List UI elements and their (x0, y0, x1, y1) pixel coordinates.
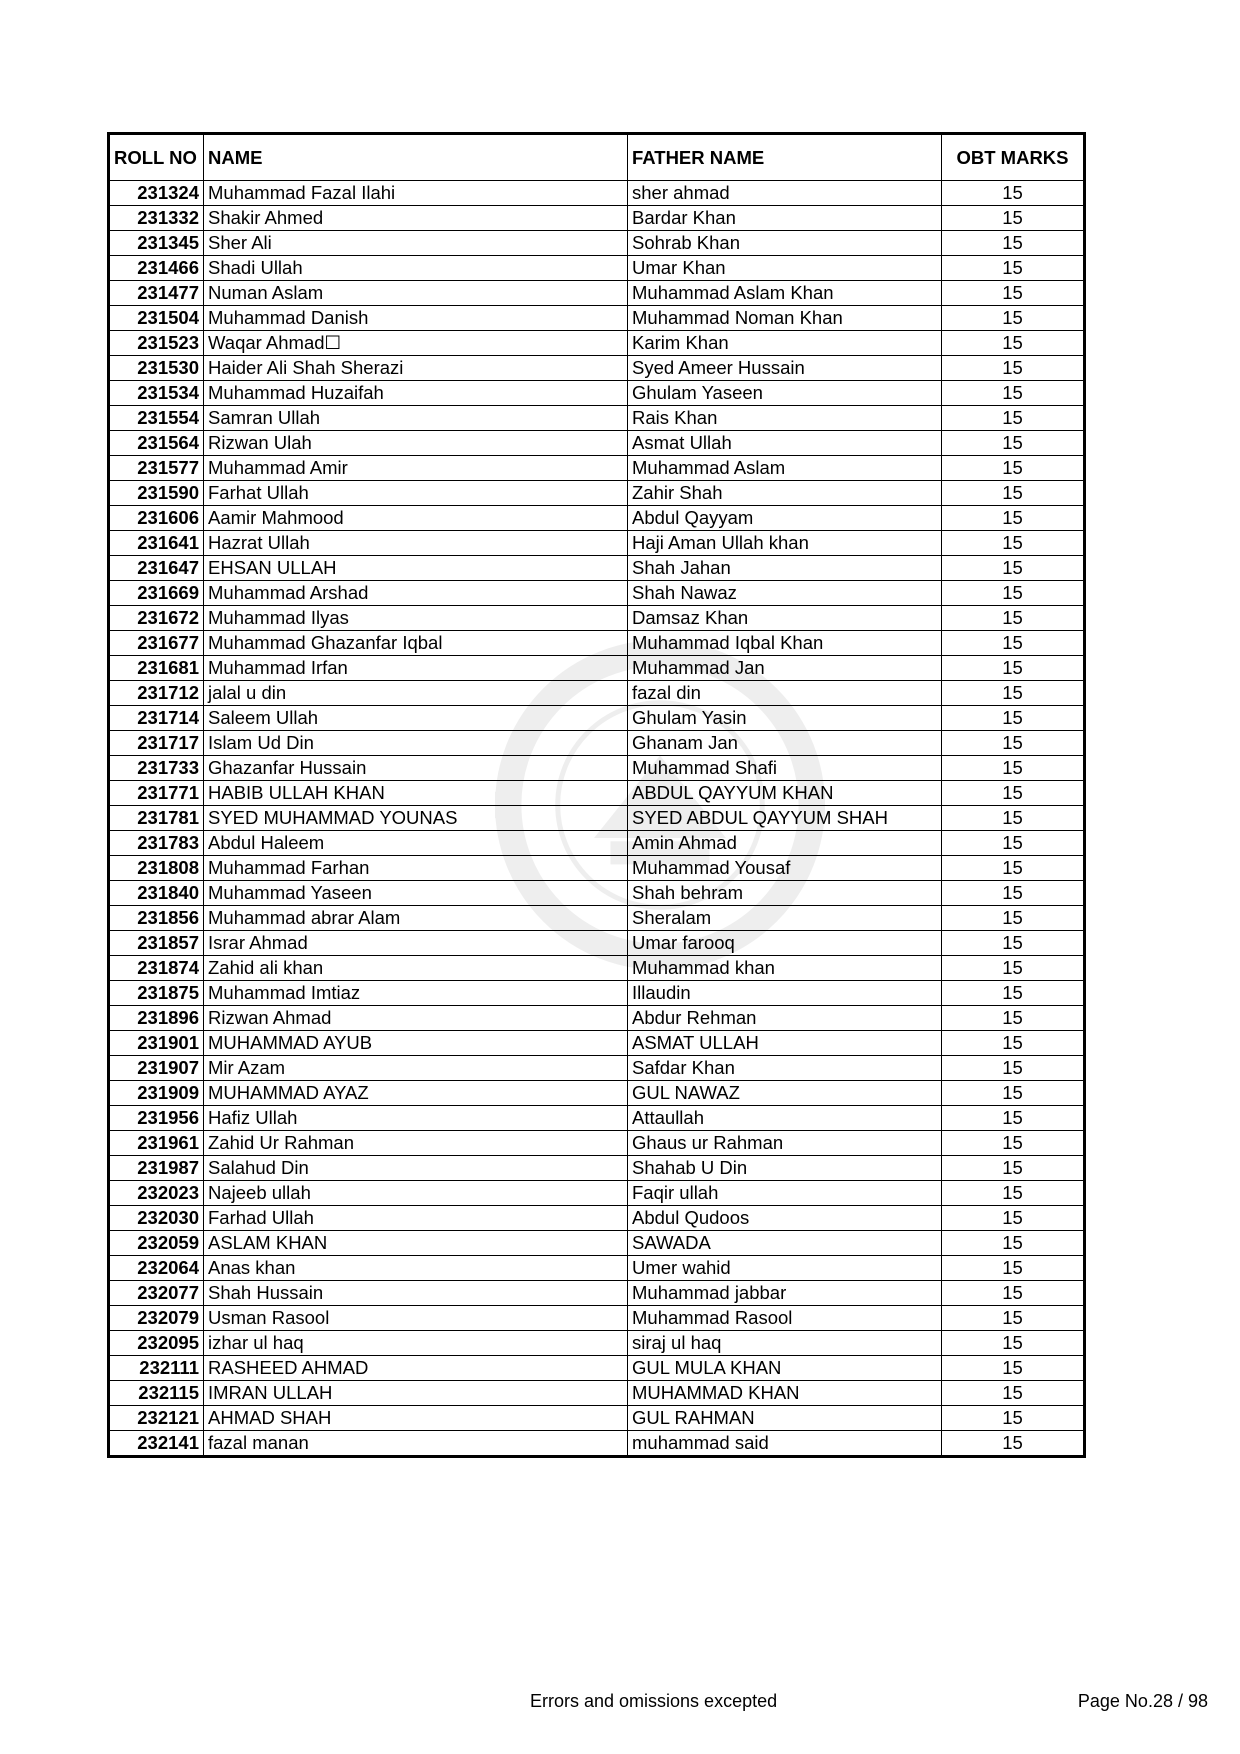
table-row (109, 256, 1085, 281)
table-row (109, 456, 1085, 481)
obt-marks-cell: 15 (942, 1206, 1085, 1231)
father-name-cell: Bardar Khan (628, 206, 942, 231)
roll-no-cell: 232077 (109, 1281, 204, 1306)
obt-marks-cell: 15 (942, 831, 1085, 856)
father-name-cell: Shah behram (628, 881, 942, 906)
roll-no-cell: 231987 (109, 1156, 204, 1181)
roll-no-cell: 231564 (109, 431, 204, 456)
father-name-cell: Attaullah (628, 1106, 942, 1131)
roll-no-cell: 231907 (109, 1056, 204, 1081)
roll-no-cell: 231717 (109, 731, 204, 756)
header-father-name: FATHER NAME (628, 134, 942, 181)
table-row (109, 756, 1085, 781)
father-name-cell: Muhammad Jan (628, 656, 942, 681)
father-name-cell: Muhammad Rasool (628, 1306, 942, 1331)
father-name-cell: SYED ABDUL QAYYUM SHAH (628, 806, 942, 831)
roll-no-cell: 231733 (109, 756, 204, 781)
name-cell: EHSAN ULLAH (204, 556, 628, 581)
roll-no-cell: 231896 (109, 1006, 204, 1031)
obt-marks-cell: 15 (942, 781, 1085, 806)
roll-no-cell: 231901 (109, 1031, 204, 1056)
roll-no-cell: 231577 (109, 456, 204, 481)
table-row (109, 306, 1085, 331)
roll-no-cell: 231677 (109, 631, 204, 656)
name-cell: Shakir Ahmed (204, 206, 628, 231)
father-name-cell: Ghulam Yasin (628, 706, 942, 731)
table-row (109, 881, 1085, 906)
table-row (109, 1031, 1085, 1056)
name-cell: HABIB ULLAH KHAN (204, 781, 628, 806)
obt-marks-cell: 15 (942, 706, 1085, 731)
table-header-row (109, 134, 1085, 181)
table-row (109, 1256, 1085, 1281)
name-cell: Farhad Ullah (204, 1206, 628, 1231)
roll-no-cell: 231504 (109, 306, 204, 331)
table-row (109, 231, 1085, 256)
roll-no-cell: 231523 (109, 331, 204, 356)
father-name-cell: ABDUL QAYYUM KHAN (628, 781, 942, 806)
name-cell: Usman Rasool (204, 1306, 628, 1331)
father-name-cell: Damsaz Khan (628, 606, 942, 631)
name-cell: Muhammad Ilyas (204, 606, 628, 631)
father-name-cell: Zahir Shah (628, 481, 942, 506)
table-row (109, 406, 1085, 431)
name-cell: Zahid ali khan (204, 956, 628, 981)
table-row (109, 281, 1085, 306)
obt-marks-cell: 15 (942, 506, 1085, 531)
roll-no-cell: 231641 (109, 531, 204, 556)
table-row (109, 831, 1085, 856)
table-row (109, 581, 1085, 606)
obt-marks-cell: 15 (942, 1431, 1085, 1457)
roll-no-cell: 231332 (109, 206, 204, 231)
obt-marks-cell: 15 (942, 1281, 1085, 1306)
name-cell: Saleem Ullah (204, 706, 628, 731)
roll-no-cell: 231534 (109, 381, 204, 406)
table-row (109, 731, 1085, 756)
obt-marks-cell: 15 (942, 206, 1085, 231)
table-row (109, 556, 1085, 581)
father-name-cell: Abdul Qayyam (628, 506, 942, 531)
obt-marks-cell: 15 (942, 531, 1085, 556)
roll-no-cell: 231840 (109, 881, 204, 906)
obt-marks-cell: 15 (942, 806, 1085, 831)
roll-no-cell: 232030 (109, 1206, 204, 1231)
roll-no-cell: 232111 (109, 1356, 204, 1381)
father-name-cell: Umar farooq (628, 931, 942, 956)
father-name-cell: SAWADA (628, 1231, 942, 1256)
father-name-cell: Muhammad Iqbal Khan (628, 631, 942, 656)
name-cell: Najeeb ullah (204, 1181, 628, 1206)
obt-marks-cell: 15 (942, 556, 1085, 581)
roll-no-cell: 231672 (109, 606, 204, 631)
name-cell: Haider Ali Shah Sherazi (204, 356, 628, 381)
table-row (109, 1206, 1085, 1231)
name-cell: Rizwan Ahmad (204, 1006, 628, 1031)
table-row (109, 381, 1085, 406)
name-cell: MUHAMMAD AYAZ (204, 1081, 628, 1106)
name-cell: RASHEED AHMAD (204, 1356, 628, 1381)
father-name-cell: Ghanam Jan (628, 731, 942, 756)
obt-marks-cell: 15 (942, 456, 1085, 481)
name-cell: Muhammad Imtiaz (204, 981, 628, 1006)
roll-no-cell: 231669 (109, 581, 204, 606)
father-name-cell: Safdar Khan (628, 1056, 942, 1081)
name-cell: Anas khan (204, 1256, 628, 1281)
father-name-cell: Muhammad Aslam (628, 456, 942, 481)
father-name-cell: Muhammad jabbar (628, 1281, 942, 1306)
father-name-cell: Illaudin (628, 981, 942, 1006)
name-cell: ASLAM KHAN (204, 1231, 628, 1256)
name-cell: Ghazanfar Hussain (204, 756, 628, 781)
name-cell: Numan Aslam (204, 281, 628, 306)
table-row (109, 631, 1085, 656)
roll-no-cell: 231345 (109, 231, 204, 256)
father-name-cell: Shah Nawaz (628, 581, 942, 606)
table-row (109, 606, 1085, 631)
table-row (109, 331, 1085, 356)
obt-marks-cell: 15 (942, 331, 1085, 356)
obt-marks-cell: 15 (942, 1356, 1085, 1381)
table-row (109, 356, 1085, 381)
name-cell: Waqar Ahmad☐ (204, 331, 628, 356)
table-row (109, 1106, 1085, 1131)
obt-marks-cell: 15 (942, 1181, 1085, 1206)
table-row (109, 981, 1085, 1006)
page-number: Page No.28 / 98 (1077, 1691, 1208, 1711)
name-cell: Mir Azam (204, 1056, 628, 1081)
name-cell: Muhammad Danish (204, 306, 628, 331)
father-name-cell: Sheralam (628, 906, 942, 931)
name-cell: Muhammad Amir (204, 456, 628, 481)
obt-marks-cell: 15 (942, 481, 1085, 506)
name-cell: Salahud Din (204, 1156, 628, 1181)
obt-marks-cell: 15 (942, 181, 1085, 206)
father-name-cell: Rais Khan (628, 406, 942, 431)
name-cell: Samran Ullah (204, 406, 628, 431)
father-name-cell: Haji Aman Ullah khan (628, 531, 942, 556)
father-name-cell: Muhammad Noman Khan (628, 306, 942, 331)
roll-no-cell: 231875 (109, 981, 204, 1006)
obt-marks-cell: 15 (942, 581, 1085, 606)
obt-marks-cell: 15 (942, 1081, 1085, 1106)
table-row (109, 1156, 1085, 1181)
obt-marks-cell: 15 (942, 656, 1085, 681)
results-table (107, 132, 1086, 1458)
obt-marks-cell: 15 (942, 1131, 1085, 1156)
roll-no-cell: 231714 (109, 706, 204, 731)
roll-no-cell: 232121 (109, 1406, 204, 1431)
roll-no-cell: 232141 (109, 1431, 204, 1457)
name-cell: Muhammad Huzaifah (204, 381, 628, 406)
roll-no-cell: 231647 (109, 556, 204, 581)
father-name-cell: Muhammad khan (628, 956, 942, 981)
father-name-cell: Ghaus ur Rahman (628, 1131, 942, 1156)
name-cell: Aamir Mahmood (204, 506, 628, 531)
roll-no-cell: 231681 (109, 656, 204, 681)
name-cell: Sher Ali (204, 231, 628, 256)
obt-marks-cell: 15 (942, 681, 1085, 706)
table-row (109, 181, 1085, 206)
father-name-cell: Ghulam Yaseen (628, 381, 942, 406)
name-cell: Israr Ahmad (204, 931, 628, 956)
obt-marks-cell: 15 (942, 1106, 1085, 1131)
obt-marks-cell: 15 (942, 1156, 1085, 1181)
table-row (109, 1406, 1085, 1431)
table-row (109, 506, 1085, 531)
table-row (109, 1231, 1085, 1256)
roll-no-cell: 231530 (109, 356, 204, 381)
roll-no-cell: 232059 (109, 1231, 204, 1256)
obt-marks-cell: 15 (942, 1231, 1085, 1256)
table-row (109, 706, 1085, 731)
father-name-cell: Sohrab Khan (628, 231, 942, 256)
obt-marks-cell: 15 (942, 931, 1085, 956)
roll-no-cell: 231808 (109, 856, 204, 881)
obt-marks-cell: 15 (942, 1406, 1085, 1431)
table-row (109, 1331, 1085, 1356)
obt-marks-cell: 15 (942, 731, 1085, 756)
name-cell: Muhammad Fazal Ilahi (204, 181, 628, 206)
father-name-cell: Karim Khan (628, 331, 942, 356)
obt-marks-cell: 15 (942, 256, 1085, 281)
table-row (109, 956, 1085, 981)
name-cell: MUHAMMAD AYUB (204, 1031, 628, 1056)
roll-no-cell: 231956 (109, 1106, 204, 1131)
table-row (109, 931, 1085, 956)
obt-marks-cell: 15 (942, 606, 1085, 631)
roll-no-cell: 231712 (109, 681, 204, 706)
roll-no-cell: 231771 (109, 781, 204, 806)
father-name-cell: GUL RAHMAN (628, 1406, 942, 1431)
obt-marks-cell: 15 (942, 406, 1085, 431)
name-cell: Muhammad Yaseen (204, 881, 628, 906)
father-name-cell: Muhammad Shafi (628, 756, 942, 781)
roll-no-cell: 232023 (109, 1181, 204, 1206)
obt-marks-cell: 15 (942, 231, 1085, 256)
obt-marks-cell: 15 (942, 1031, 1085, 1056)
roll-no-cell: 232095 (109, 1331, 204, 1356)
roll-no-cell: 231961 (109, 1131, 204, 1156)
roll-no-cell: 232064 (109, 1256, 204, 1281)
father-name-cell: GUL NAWAZ (628, 1081, 942, 1106)
obt-marks-cell: 15 (942, 981, 1085, 1006)
name-cell: Muhammad abrar Alam (204, 906, 628, 931)
father-name-cell: Umar Khan (628, 256, 942, 281)
name-cell: Hazrat Ullah (204, 531, 628, 556)
father-name-cell: ASMAT ULLAH (628, 1031, 942, 1056)
name-cell: Islam Ud Din (204, 731, 628, 756)
father-name-cell: fazal din (628, 681, 942, 706)
father-name-cell: Asmat Ullah (628, 431, 942, 456)
obt-marks-cell: 15 (942, 756, 1085, 781)
name-cell: Hafiz Ullah (204, 1106, 628, 1131)
table-row (109, 481, 1085, 506)
name-cell: Muhammad Arshad (204, 581, 628, 606)
obt-marks-cell: 15 (942, 856, 1085, 881)
father-name-cell: MUHAMMAD KHAN (628, 1381, 942, 1406)
name-cell: IMRAN ULLAH (204, 1381, 628, 1406)
table-row (109, 1356, 1085, 1381)
father-name-cell: Amin Ahmad (628, 831, 942, 856)
table-row (109, 206, 1085, 231)
header-obt-marks: OBT MARKS (942, 134, 1085, 181)
roll-no-cell: 231477 (109, 281, 204, 306)
obt-marks-cell: 15 (942, 281, 1085, 306)
roll-no-cell: 231909 (109, 1081, 204, 1106)
name-cell: Farhat Ullah (204, 481, 628, 506)
table-row (109, 1081, 1085, 1106)
roll-no-cell: 231466 (109, 256, 204, 281)
obt-marks-cell: 15 (942, 956, 1085, 981)
name-cell: Muhammad Ghazanfar Iqbal (204, 631, 628, 656)
table-row (109, 531, 1085, 556)
table-row (109, 656, 1085, 681)
obt-marks-cell: 15 (942, 1056, 1085, 1081)
father-name-cell: siraj ul haq (628, 1331, 942, 1356)
header-name: NAME (204, 134, 628, 181)
obt-marks-cell: 15 (942, 431, 1085, 456)
roll-no-cell: 231857 (109, 931, 204, 956)
obt-marks-cell: 15 (942, 1381, 1085, 1406)
roll-no-cell: 231781 (109, 806, 204, 831)
obt-marks-cell: 15 (942, 881, 1085, 906)
roll-no-cell: 231554 (109, 406, 204, 431)
name-cell: Abdul Haleem (204, 831, 628, 856)
table-row (109, 681, 1085, 706)
name-cell: Rizwan Ulah (204, 431, 628, 456)
header-roll-no: ROLL NO (109, 134, 204, 181)
table-row (109, 1431, 1085, 1457)
table-row (109, 1281, 1085, 1306)
name-cell: Shadi Ullah (204, 256, 628, 281)
table-row (109, 431, 1085, 456)
roll-no-cell: 231590 (109, 481, 204, 506)
roll-no-cell: 232079 (109, 1306, 204, 1331)
father-name-cell: sher ahmad (628, 181, 942, 206)
table-row (109, 1056, 1085, 1081)
roll-no-cell: 231874 (109, 956, 204, 981)
name-cell: Muhammad Irfan (204, 656, 628, 681)
obt-marks-cell: 15 (942, 1256, 1085, 1281)
name-cell: AHMAD SHAH (204, 1406, 628, 1431)
roll-no-cell: 231856 (109, 906, 204, 931)
name-cell: SYED MUHAMMAD YOUNAS (204, 806, 628, 831)
obt-marks-cell: 15 (942, 356, 1085, 381)
father-name-cell: Faqir ullah (628, 1181, 942, 1206)
name-cell: Shah Hussain (204, 1281, 628, 1306)
father-name-cell: GUL MULA KHAN (628, 1356, 942, 1381)
obt-marks-cell: 15 (942, 906, 1085, 931)
table-row (109, 1181, 1085, 1206)
table-row (109, 1306, 1085, 1331)
obt-marks-cell: 15 (942, 1006, 1085, 1031)
table-row (109, 1381, 1085, 1406)
roll-no-cell: 231606 (109, 506, 204, 531)
table-row (109, 806, 1085, 831)
obt-marks-cell: 15 (942, 1331, 1085, 1356)
name-cell: fazal manan (204, 1431, 628, 1457)
father-name-cell: Shahab U Din (628, 1156, 942, 1181)
table-row (109, 906, 1085, 931)
roll-no-cell: 231783 (109, 831, 204, 856)
roll-no-cell: 232115 (109, 1381, 204, 1406)
name-cell: Zahid Ur Rahman (204, 1131, 628, 1156)
father-name-cell: Syed Ameer Hussain (628, 356, 942, 381)
obt-marks-cell: 15 (942, 631, 1085, 656)
table-row (109, 856, 1085, 881)
father-name-cell: Muhammad Yousaf (628, 856, 942, 881)
father-name-cell: Shah Jahan (628, 556, 942, 581)
name-cell: Muhammad Farhan (204, 856, 628, 881)
father-name-cell: Abdul Qudoos (628, 1206, 942, 1231)
obt-marks-cell: 15 (942, 381, 1085, 406)
father-name-cell: Umer wahid (628, 1256, 942, 1281)
father-name-cell: muhammad said (628, 1431, 942, 1457)
table-row (109, 1131, 1085, 1156)
name-cell: jalal u din (204, 681, 628, 706)
obt-marks-cell: 15 (942, 306, 1085, 331)
roll-no-cell: 231324 (109, 181, 204, 206)
table-row (109, 1006, 1085, 1031)
table-row (109, 781, 1085, 806)
obt-marks-cell: 15 (942, 1306, 1085, 1331)
father-name-cell: Muhammad Aslam Khan (628, 281, 942, 306)
footer-disclaimer: Errors and omissions excepted (530, 1691, 778, 1711)
father-name-cell: Abdur Rehman (628, 1006, 942, 1031)
name-cell: izhar ul haq (204, 1331, 628, 1356)
